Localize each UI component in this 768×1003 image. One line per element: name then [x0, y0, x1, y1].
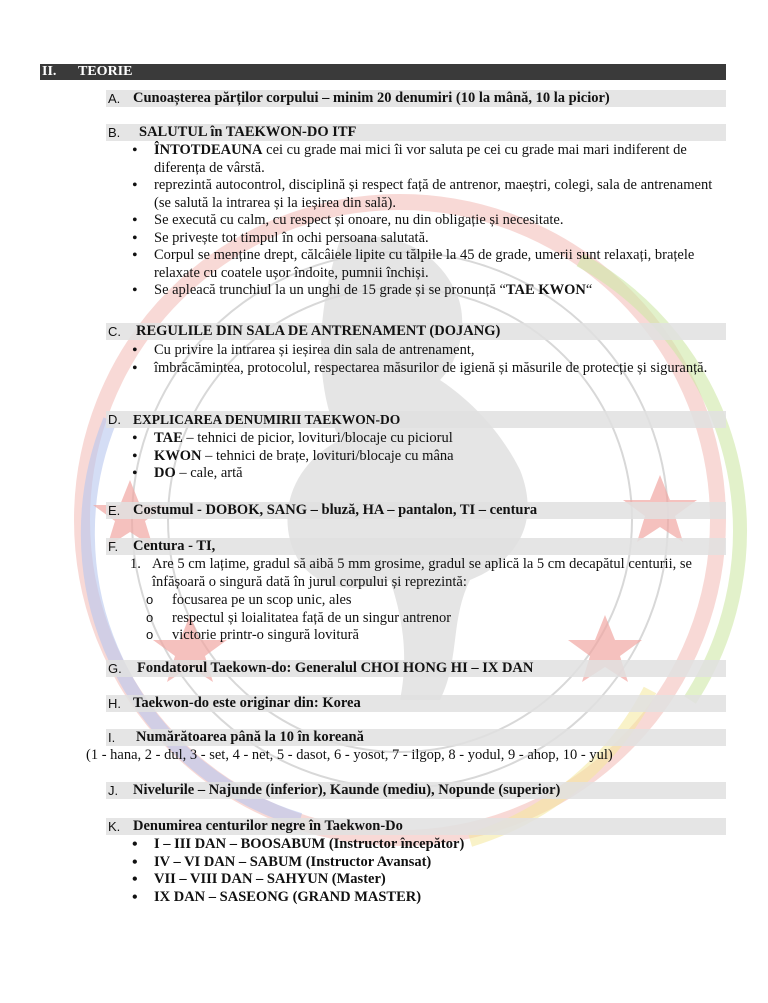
section-title: TEORIE — [78, 64, 133, 79]
list-item: • Corpul se menține drept, călcâiele lipite cu tălpile la 45 de grade, umerii sunt relaxați, brațele relaxate cu coatele ușor îndoite, pumnii închiși. — [130, 247, 722, 282]
korean-counting-line: (1 - hana, 2 - dul, 3 - set, 4 - net, 5 - dasot, 6 - yosot, 7 - ilgop, 8 - yodul, 9 - ahop, 10 - yul) — [86, 747, 613, 763]
heading-i-letter: I. — [108, 730, 116, 745]
belt-meaning-list — [146, 592, 451, 645]
list-item: • Se privește tot timpul în ochi persoana salutată. — [130, 230, 722, 248]
heading-b-title: SALUTUL în TAEKWON-DO ITF — [139, 124, 357, 140]
heading-h — [106, 695, 726, 712]
section-number: II. — [42, 64, 57, 79]
list-item: o respectul și loialitatea față de un singur antrenor — [146, 610, 451, 628]
heading-j-letter: J. — [108, 783, 119, 798]
heading-e — [106, 502, 726, 519]
heading-a-title: Cunoașterea părților corpului – minim 20 denumiri (10 la mână, 10 la picior) — [133, 90, 610, 106]
list-item: • TAE – tehnici de picior, lovituri/blocaje cu piciorul — [130, 430, 722, 448]
heading-h-title: Taekwon-do este originar din: Korea — [133, 695, 361, 711]
heading-d-title: EXPLICAREA DENUMIRII TAEKWON-DO — [133, 412, 401, 427]
heading-c — [106, 323, 726, 340]
salut-list — [130, 142, 722, 300]
heading-i — [106, 729, 726, 746]
numbered-text: Are 5 cm lațime, gradul să aibă 5 mm grosime, gradul se aplică la 5 cm decapătul centurii, se înfășoară o singură dată în jurul corpului și reprezintă: — [152, 556, 692, 590]
heading-g — [106, 660, 726, 677]
name-explanation-list — [130, 430, 722, 483]
list-item: • Cu privire la intrarea și ieșirea din sala de antrenament, — [130, 342, 722, 360]
list-item: o focusarea pe un scop unic, ales — [146, 592, 451, 610]
list-item: • DO – cale, artă — [130, 465, 722, 483]
dojang-rules-list — [130, 342, 722, 377]
heading-g-letter: G. — [108, 661, 122, 676]
heading-d — [106, 411, 726, 428]
list-item: • îmbrăcămintea, protocolul, respectarea măsurilor de igienă și măsurile de protecție și siguranță. — [130, 360, 722, 378]
list-item: • KWON – tehnici de brațe, lovituri/blocaje cu mâna — [130, 448, 722, 466]
heading-k-title: Denumirea centurilor negre în Taekwon-Do — [133, 818, 403, 834]
heading-c-title: REGULILE DIN SALA DE ANTRENAMENT (DOJANG) — [136, 323, 501, 339]
heading-k-letter: K. — [108, 819, 121, 834]
heading-f-title: Centura - TI, — [133, 538, 216, 554]
list-item: • ÎNTOTDEAUNA cei cu grade mai mici îi vor saluta pe cei cu grade mai mari indiferent de diferența de vârstă. — [130, 142, 722, 177]
heading-i-title: Numărătoarea până la 10 în koreană — [136, 729, 364, 745]
heading-c-letter: C. — [108, 324, 121, 339]
list-item: • IV – VI DAN – SABUM (Instructor Avansat) — [130, 854, 722, 872]
heading-e-title: Costumul - DOBOK, SANG – bluză, HA – pantalon, TI – centura — [133, 502, 538, 518]
list-item: o victorie printr-o singură lovitură — [146, 627, 451, 645]
list-item: • VII – VIII DAN – SAHYUN (Master) — [130, 871, 722, 889]
black-belt-list — [130, 836, 722, 906]
heading-b-letter: B. — [108, 125, 121, 140]
heading-h-letter: H. — [108, 696, 121, 711]
heading-j-title: Nivelurile – Najunde (inferior), Kaunde (mediu), Nopunde (superior) — [133, 782, 561, 798]
list-item: • reprezintă autocontrol, disciplină și respect față de antrenor, maeștri, colegi, sala de antrenament (se salută la intrarea și la ieșirea din sală). — [130, 177, 722, 212]
heading-f-letter: F. — [108, 539, 119, 554]
numbered-marker: 1. — [130, 556, 141, 572]
heading-d-letter: D. — [108, 412, 121, 427]
heading-g-title: Fondatorul Taekown-do: Generalul CHOI HONG HI – IX DAN — [137, 660, 534, 676]
list-item: • Se apleacă trunchiul la un unghi de 15 grade și se pronunță “TAE KWON“ — [130, 282, 722, 300]
heading-k — [106, 818, 726, 835]
heading-b — [106, 124, 726, 141]
list-item: • Se execută cu calm, cu respect și onoare, nu din obligație și necesitate. — [130, 212, 722, 230]
heading-a — [106, 90, 726, 107]
heading-f — [106, 538, 726, 555]
list-item: • IX DAN – SASEONG (GRAND MASTER) — [130, 889, 722, 907]
heading-e-letter: E. — [108, 503, 121, 518]
list-item: • I – III DAN – BOOSABUM (Instructor începător) — [130, 836, 722, 854]
section-title-bar — [40, 64, 726, 80]
heading-a-letter: A. — [108, 91, 121, 106]
heading-j — [106, 782, 726, 799]
